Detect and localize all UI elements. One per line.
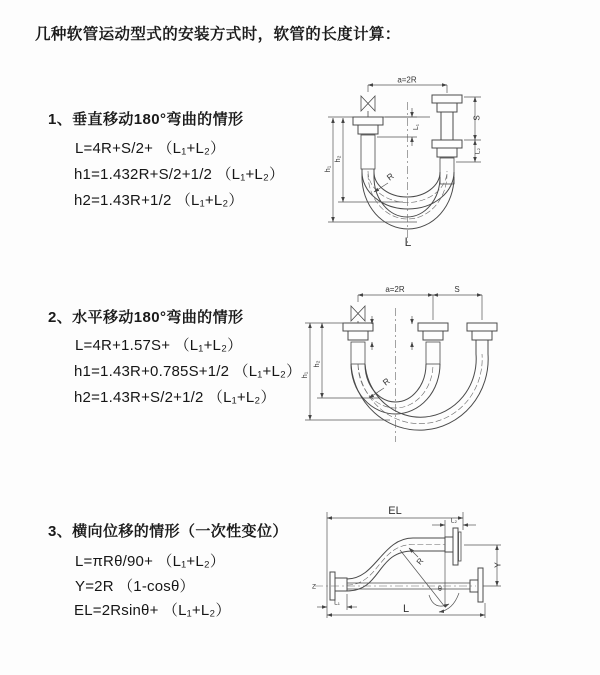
original-position-pipe bbox=[312, 568, 501, 602]
dim-label-h2: h₂ bbox=[312, 360, 321, 368]
dim-label-l: L bbox=[402, 603, 410, 615]
upper-end-flange bbox=[445, 528, 501, 565]
theta-label: θ bbox=[438, 586, 442, 593]
section-3-formula-l: L=πRθ/90+ （L₁+L₂） bbox=[75, 553, 226, 570]
fitting-dims bbox=[372, 316, 412, 350]
section-3-formula-el: EL=2Rsinθ+ （L₁+L₂） bbox=[74, 602, 231, 619]
valve-icon bbox=[361, 96, 375, 117]
radius-label: R bbox=[384, 170, 396, 183]
section-1-formula-l: L=4R+S/2+ （L₁+L₂） bbox=[75, 140, 226, 157]
page-title: 几种软管运动型式的安装方式时，软管的长度计算： bbox=[35, 26, 401, 43]
hose-curves bbox=[362, 102, 454, 244]
diagram-horizontal-180-bend bbox=[295, 280, 595, 455]
dim-y bbox=[493, 545, 503, 586]
braid-section bbox=[351, 342, 365, 364]
dim-l1 bbox=[317, 594, 357, 610]
dim-label-y: Y bbox=[492, 562, 503, 568]
dim-label-l2: L₂ bbox=[474, 147, 482, 155]
dim-label-l1: L₁ bbox=[413, 123, 420, 131]
diagram-lateral-displacement bbox=[300, 498, 600, 643]
dim-s bbox=[456, 97, 482, 162]
dim-a2r bbox=[368, 76, 447, 94]
radius-label: R bbox=[380, 375, 392, 388]
left-end-fitting bbox=[353, 117, 383, 169]
radius-callout bbox=[369, 376, 392, 398]
dim-label-a2r: a=2R bbox=[397, 75, 417, 85]
diagram-vertical-180-bend bbox=[305, 72, 585, 267]
dim-l1 bbox=[377, 108, 420, 146]
dim-label-l2: L₂ bbox=[450, 517, 458, 525]
radius-callout bbox=[374, 171, 396, 192]
centerline-mark: Z bbox=[312, 583, 316, 591]
braid-section bbox=[361, 135, 375, 169]
dim-label-h1: h₁ bbox=[300, 371, 309, 379]
section-3-heading: 3、横向位移的情形（一次性变位） bbox=[48, 523, 288, 540]
section-2-formula-l: L=4R+1.57S+ （L₁+L₂） bbox=[75, 337, 243, 354]
dim-label-l1: L₁ bbox=[334, 599, 340, 607]
section-3-formula-y: Y=2R （1-cosθ） bbox=[75, 578, 195, 595]
dim-label-a2r: a=2R bbox=[385, 285, 405, 294]
dim-el bbox=[327, 505, 463, 618]
section-1-formula-h2: h2=1.43R+1/2 （L₁+L₂） bbox=[74, 192, 244, 209]
dim-label-el: EL bbox=[388, 505, 402, 517]
dim-a2r-s bbox=[358, 285, 482, 320]
hose-curves bbox=[351, 308, 488, 442]
right-end-fitting bbox=[432, 95, 462, 184]
dim-label-s: S bbox=[472, 115, 482, 121]
dim-h1-h2 bbox=[323, 117, 430, 222]
section-2-formula-h1: h1=1.43R+0.785S+1/2 （L₁+L₂） bbox=[74, 363, 302, 380]
section-1-heading: 1、垂直移动180°弯曲的情形 bbox=[48, 111, 244, 128]
dim-label-s: S bbox=[454, 285, 460, 294]
dim-label-h2: h₂ bbox=[333, 155, 342, 163]
section-1-formula-h1: h1=1.432R+S/2+1/2 （L₁+L₂） bbox=[74, 166, 285, 183]
dim-l2 bbox=[432, 518, 476, 608]
dim-l bbox=[327, 603, 485, 618]
end-fittings bbox=[343, 323, 497, 364]
braid-section bbox=[426, 342, 440, 364]
dim-label-h1: h₁ bbox=[323, 165, 332, 173]
section-2-formula-h2: h2=1.43R+S/2+1/2 （L₁+L₂） bbox=[74, 389, 276, 406]
section-2-heading: 2、水平移动180°弯曲的情形 bbox=[48, 309, 244, 326]
length-label: L bbox=[404, 235, 412, 249]
radius-label: R bbox=[414, 556, 426, 567]
valve-icon bbox=[351, 306, 365, 323]
